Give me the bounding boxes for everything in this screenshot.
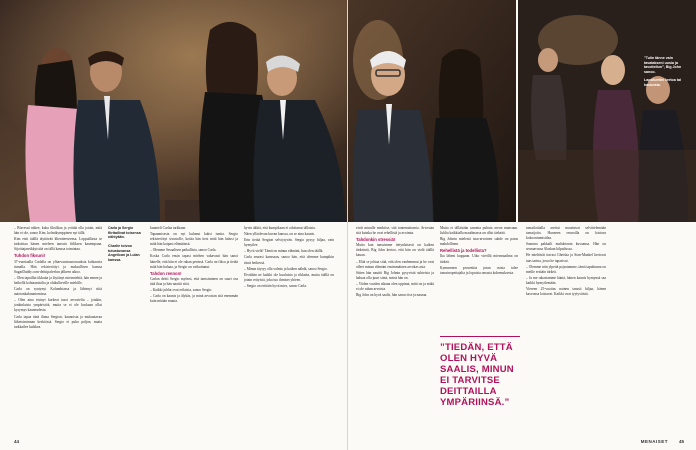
- paragraph: Erin tietää Sergion selviytyvän. Sergio pysyy hiljaa, vain hymyilee.: [244, 238, 334, 248]
- photo-couple-carla-sergio: [0, 0, 347, 222]
- paragraph: – Ja me rakastamme häntä, hänen kaunis hymynsä saa kaikki hymyilemään.: [526, 275, 606, 285]
- photo-caption-1: [108, 226, 148, 240]
- paragraph: – Carla on kaunis ja älykäs, ja minä arvostan sitä enemmän kuin mitään muuta.: [150, 294, 238, 304]
- paragraph: – Minun täytyy olla valmis ja kaiken nähdä, sanoo Sergio.: [244, 266, 328, 271]
- right-page: [348, 0, 696, 450]
- paragraph: Big Johnin mielestä tasa-arvoinen suhde on paras mahdollinen.: [440, 237, 518, 247]
- paragraph: – Elää se johtaa siitä, että olen vanhemmat ja he ovat olleet minun elämäni ensimmäinen arvokas asia.: [356, 259, 434, 269]
- paragraph: Carlan deitti Sergio myönsi, että tanssiminen on suuri osa tätä iltaa ja hän nauttii siitä.: [150, 276, 238, 286]
- paragraph: – Olen tapaillut tikkaita ja löytänyt miesmiehiä, hän ennen ja hetkellä kohtaamisilta ja ohikulkeville miehille.: [14, 275, 102, 285]
- page-number-left: 44: [14, 439, 20, 444]
- paragraph: – Olemme niin ylpeitä pojastamme, tämä tapahtuma on meille erittäin tärkeä.: [526, 264, 606, 274]
- subheading: Rehellistä ja todellista?: [440, 248, 487, 254]
- caption-text: Carla ja Sergio flirttailivat toisensa nähtyään.: [108, 226, 141, 240]
- article-column-2: [150, 226, 238, 305]
- photo-caption-top: [644, 56, 692, 74]
- paragraph: Koska Carla ensin tapasi miehen vakavasti hän sanoi hänelle, että hän ei ole rahan perässä. Carla on fiksu ja tietää mitä hän haluaa, ja Sergio on vaikuttunut.: [150, 254, 238, 269]
- photo-big-john-masked-woman: [348, 0, 516, 222]
- photo-dancing-guests: [518, 0, 696, 222]
- page-number-right: 45: [678, 439, 684, 444]
- paragraph: – Hyvä vielä! Tämä on minun elämäni, kun olen täällä.: [244, 249, 324, 254]
- paragraph: Kymmenen prosenttia jutun osista tulee tanssinopettajalta ja lopuista omasta kokemuksesta.: [440, 265, 518, 275]
- paragraph: – Olen aina etsinyt korkeat tasot arvosteltu – jotakin, jonkinlaista ympäristöä, mutta se ei ole koskaan ollut kysymys kauneudesta.: [14, 298, 102, 313]
- caption-text: ”Tulin tänne vain tavatakseni uusia ja tavoitellun”, Big John sanoo.: [644, 56, 682, 74]
- subheading: Tuhdon fiksuni!: [14, 253, 46, 259]
- paragraph: Big John on hyvä saalis, hän sanoo itse ja nauraa.: [356, 293, 428, 298]
- paragraph: Sitten hän nauttii Big Johnin pysyvistä suhteista ja haluaa olla juuri siinä, missä hän on.: [356, 270, 434, 280]
- paragraph: Eiväthän ne kaikki ole kuuluisia ja rikkaita, mutta täällä on jotain erityistä, joka tuo ihmiset yhteen.: [244, 272, 334, 282]
- pull-quote: ”TIEDÄN, ETTÄ OLEN HYVÄ SAALIS, MINUN EI TARVITSE DEITTAILLA YMPÄRIINSÄ.”: [440, 342, 514, 408]
- pull-quote-rule-top: [440, 336, 520, 337]
- caption-text: Charlie toivoo tutustuvansa Angelican ja Lulan kanssa.: [108, 244, 140, 262]
- article-column-5: [440, 226, 518, 277]
- paragraph: eivät minulle merkitse, sitä tuntemattomia. Arvostan sitä kuinka he ovat rehellisiä ja avoimia.: [356, 226, 434, 236]
- paragraph: Mutta kun tanssimme tietynlaisesti on kaiken tärkeintä, Big John kertoo, että hän on vielä täällä kauan.: [356, 243, 434, 258]
- magazine-name: MENAISET: [640, 439, 668, 444]
- paragraph: Mutta ei tälläisään sanonta puhuta arvon mansuun. Juhlia kaikkialla maailmassa on ollut tärkeää.: [440, 226, 518, 236]
- paragraph: – Sergio on erittäin hyvä mies, sanoo Carla.: [244, 283, 307, 288]
- subheading: Tahdonkin stressiä!: [356, 237, 396, 243]
- paragraph: – Kaikki juhlat ovat erilaisia, sanoo Sergio.: [150, 288, 213, 293]
- paragraph: Viereen 25-vuotias nainen tanssii hiljaa, hänen kasvonsa loistavat. Kaikki ovat tyytyväisiä.: [526, 287, 606, 297]
- paragraph: hyvin äkkiä, että kumpikaan ei odottanut tällaista.: [244, 226, 316, 230]
- paragraph: kuunteli Carlaa tarkkaan.: [150, 226, 187, 230]
- photo-caption-2: [108, 244, 148, 262]
- article-column-1: [14, 226, 102, 331]
- article-column-3: [244, 226, 334, 290]
- paragraph: Tapaamisesta on nyt kulunut kaksi tuntia. Sergio rekisteröityi sivustolle, koska hän tiesi mitä hän halusi ja mitä hän kaipasi elämäänsä.: [150, 232, 238, 247]
- paragraph: Näen ylläolevan kuvan kanssa, on se aina kaunis.: [244, 232, 315, 237]
- photo-caption-top-2: [644, 78, 692, 87]
- article-column-4: [356, 226, 434, 299]
- article-column-6: [526, 226, 606, 298]
- paragraph: Carla tapaa tänä iltana Sergion, kaunoista ja mukautavaa liiketoiminnan keskiössä. Sergio ei puhu paljon, mutta tarkkailee kaikkea.: [14, 314, 102, 329]
- caption-text: Lapsiluettel kertoa tai kouluista.: [644, 78, 681, 87]
- paragraph: He mieltävät ttavasi Ghetska ja Stan-Mankel kertovat taas tarina, jossa he tapasivat.: [526, 253, 606, 263]
- subheading: Tahdon rennon!: [150, 270, 182, 276]
- paragraph: – Börressä näkee, kuka fiksilkaa ja yrittää olla jotain, mitä hän ei ole, sanoo Kim, kolmikymppinen nyt tällä.: [14, 226, 102, 236]
- paragraph: Sanoma pakkaili mahdotonta kuvaansa. Hän on seuraavassa Alaskan kilpailussa.: [526, 242, 606, 252]
- paragraph: tanssilattialla asettui muuttuvat selvittelemään tanssijoita. Huoneen reunoilla on loistava kokoontumistilaa.: [526, 226, 606, 241]
- paragraph: Carla seurasi kanssaan, sanoo hän, että olemme kumpikin tässä hetkessä.: [244, 255, 334, 265]
- paragraph: Kim etsii täällä täyttävää klientteeseensa. Loppuillasta se tarkoittaa hänen mieleen tanssin fiiliksen kauempana. Sijoittajaseikkyistöä on tällä kanssa toimintaa.: [14, 237, 102, 252]
- paragraph: – Viiden vuoden aikana olen oppinut, mitä on ja mikä ei ole rahan arvoista.: [356, 281, 434, 292]
- paragraph: 37-vuotiaalla Carlalla on ylitarvaratsausosuuksia kohtaavia rinnalla. Hän rekisteröityi ja maksullisen kanssa SugarDaddy.com-deittipalvelun jälkeen aikoo.: [14, 259, 102, 274]
- paragraph: – Olemme Sesaalisen paikallisia, sanoo Carla.: [150, 248, 217, 253]
- paragraph: Ika läheni kuppaan. Uiko vireillä miesmaailma on tärkeä.: [440, 254, 518, 264]
- paragraph: Carla on syntynyt Kolumbiassa ja lähtenyt siitä autotankakuuntomissa.: [14, 287, 102, 297]
